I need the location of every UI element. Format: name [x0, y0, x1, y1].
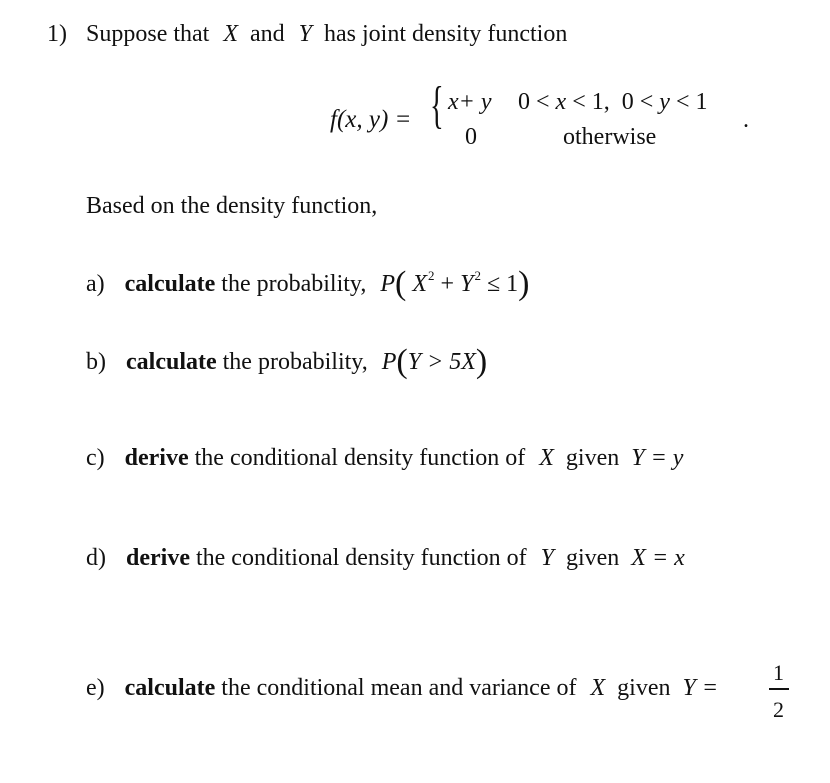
part-b-text: the probability, — [222, 349, 368, 375]
part-e-frac-denominator: 2 — [773, 697, 784, 722]
part-a-verb: calculate — [124, 271, 216, 297]
part-b-inner: Y > 5X — [407, 349, 476, 375]
part-a-text: the probability, — [221, 271, 367, 297]
part-e-frac-bar — [769, 688, 789, 690]
part-e-frac-numerator: 1 — [773, 660, 784, 685]
part-c-verb: derive — [124, 445, 189, 471]
intro-and: and — [250, 21, 285, 47]
part-a-x: X — [412, 271, 428, 297]
case2-condition: otherwise — [563, 124, 657, 150]
part-d-given: given — [565, 545, 620, 571]
part-a-y: Y — [460, 271, 474, 297]
part-e-var: X — [590, 675, 606, 701]
density-lhs: f(x, y) = — [330, 106, 412, 133]
part-e-label: e) — [86, 675, 105, 701]
var-y: Y — [298, 21, 313, 47]
part-d-text: the conditional density function of — [195, 545, 527, 571]
part-c-cond: Y = y — [631, 445, 684, 471]
var-x: X — [223, 21, 238, 47]
part-b: b) calculate the probability, P(Y > 5X) — [86, 343, 488, 380]
part-a-y-exp: 2 — [474, 268, 481, 283]
part-e-given: given — [617, 675, 671, 701]
case2-expression: 0 — [465, 124, 477, 150]
part-d — [86, 546, 685, 570]
part-e-text: the conditional mean and variance of — [221, 675, 577, 701]
part-b-label: b) — [86, 349, 106, 375]
case1-condition: 0 < x < 1, 0 < y < 1 — [518, 89, 708, 115]
part-e-cond-lhs: Y = — [682, 675, 719, 701]
part-a-x-exp: 2 — [428, 268, 435, 283]
part-a-label: a) — [86, 271, 105, 297]
part-a-prob-p: P — [380, 271, 396, 297]
part-d-cond: X = x — [631, 545, 685, 571]
part-e-verb: calculate — [124, 675, 216, 701]
intro-text-1: Suppose that — [86, 21, 210, 47]
part-c-var: X — [539, 445, 554, 471]
part-c-label: c) — [86, 445, 105, 471]
case1-expression: x+ y — [448, 89, 492, 115]
part-d-label: d) — [86, 545, 106, 571]
part-c-given: given — [565, 445, 620, 471]
part-b-verb: calculate — [126, 349, 217, 375]
part-e — [86, 676, 718, 700]
part-b-prob-p: P — [381, 349, 397, 375]
part-c-text: the conditional density function of — [194, 445, 526, 471]
part-c — [86, 446, 683, 470]
left-brace: { — [430, 77, 444, 134]
based-on-text: Based on the density function, — [86, 193, 378, 219]
part-a: a) calculate the probability, P( $X^2 + Y^2 \le 1$) — [86, 265, 530, 302]
problem-number: 1) — [47, 21, 67, 47]
part-a-plus: + — [440, 271, 455, 297]
intro-line — [86, 22, 567, 46]
part-a-rel: ≤ 1 — [486, 271, 519, 297]
part-d-var: Y — [540, 545, 554, 571]
part-d-verb: derive — [126, 545, 190, 571]
end-dot: . — [743, 107, 749, 133]
intro-text-2: has joint density function — [324, 21, 568, 47]
